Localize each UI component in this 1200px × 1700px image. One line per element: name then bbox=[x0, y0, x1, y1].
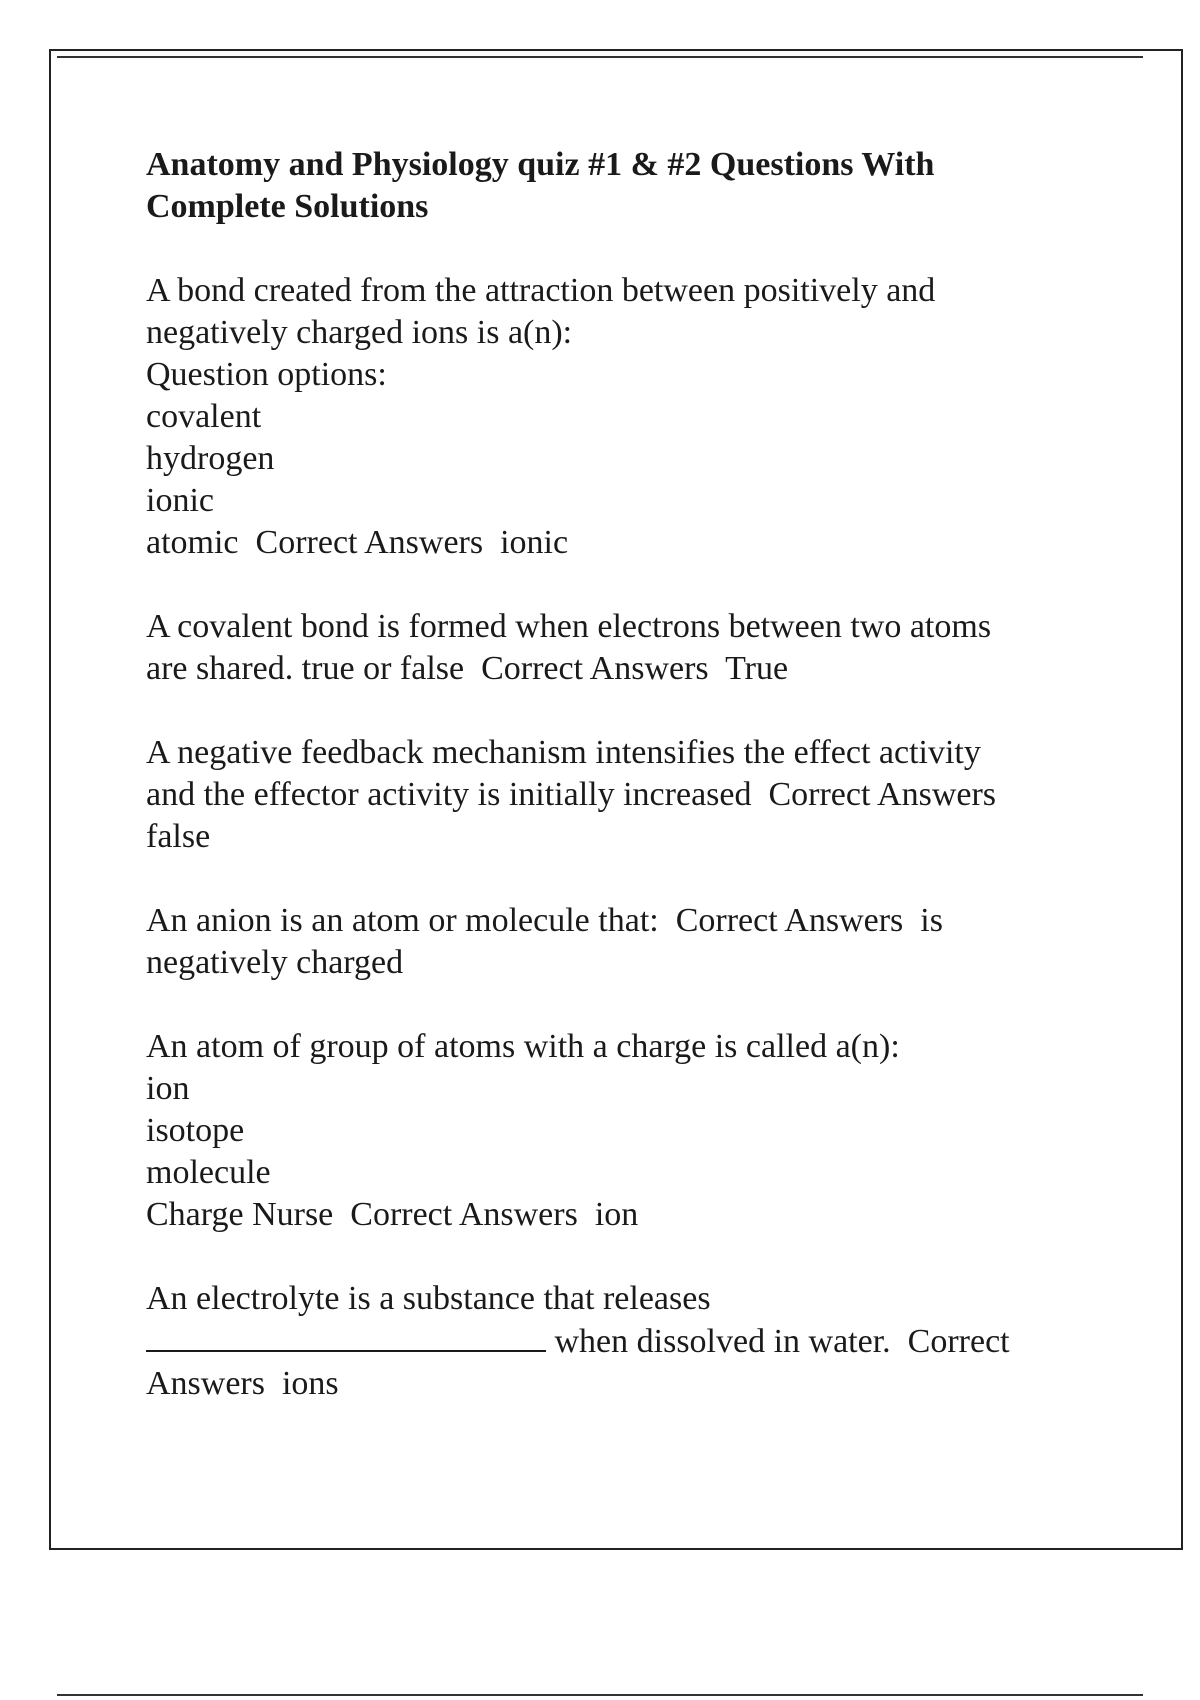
answer-label: Correct Answers bbox=[768, 776, 997, 813]
question-3-text-line-2: and the effector activity is initially increased bbox=[146, 776, 752, 813]
question-1-option-2: hydrogen bbox=[146, 440, 275, 477]
question-2-text-line-2-row bbox=[146, 648, 1086, 690]
document-title: Anatomy and Physiology quiz #1 & #2 Questions With Complete Solutions bbox=[146, 146, 935, 225]
question-6-text-line-2-row bbox=[146, 1320, 1086, 1363]
question-4-text-line-1-row bbox=[146, 900, 1086, 942]
question-5-text-line-1: An atom of group of atoms with a charge is called a(n): bbox=[146, 1028, 900, 1065]
question-5 bbox=[146, 1026, 1086, 1236]
question-5-option-4: Charge Nurse bbox=[146, 1196, 334, 1233]
bottom-rule bbox=[57, 1694, 1143, 1696]
answer-label-part-1: Correct bbox=[907, 1323, 1010, 1360]
answer-label: Correct Answers bbox=[350, 1196, 578, 1233]
question-5-answer: ion bbox=[594, 1196, 639, 1233]
question-2-text-line-1: A covalent bond is formed when electrons between two atoms bbox=[146, 608, 992, 645]
question-1-option-4-line bbox=[146, 522, 1086, 564]
question-1-option-4: atomic bbox=[146, 524, 239, 561]
answer-label: Correct Answers bbox=[675, 902, 904, 939]
question-5-option-1: ion bbox=[146, 1070, 190, 1107]
answer-label-part-2: Answers bbox=[146, 1365, 265, 1402]
question-3-text-line-1: A negative feedback mechanism intensifies the effect activity bbox=[146, 734, 981, 771]
top-rule bbox=[57, 56, 1143, 58]
question-6-answer: ions bbox=[281, 1365, 339, 1402]
fill-in-blank bbox=[146, 1320, 546, 1352]
question-4-text-line-1: An anion is an atom or molecule that: bbox=[146, 902, 659, 939]
question-1-option-3: ionic bbox=[146, 482, 214, 519]
question-1-options-header: Question options: bbox=[146, 356, 387, 393]
question-3 bbox=[146, 732, 1086, 858]
question-2-answer: True bbox=[725, 650, 789, 687]
question-6-answer-row bbox=[146, 1363, 1086, 1405]
question-1-text-line-1: A bond created from the attraction between positively and bbox=[146, 272, 936, 309]
question-2 bbox=[146, 606, 1086, 690]
question-4-answer-end: negatively charged bbox=[146, 944, 404, 981]
question-1-option-1: covalent bbox=[146, 398, 262, 435]
answer-label: Correct Answers bbox=[481, 650, 709, 687]
answer-label: Correct Answers bbox=[255, 524, 484, 561]
question-4-answer-start: is bbox=[920, 902, 943, 939]
question-1-text-line-2: negatively charged ions is a(n): bbox=[146, 314, 573, 351]
question-6-text-line-2: when dissolved in water. bbox=[554, 1323, 891, 1360]
question-6-text-line-1: An electrolyte is a substance that releases bbox=[146, 1280, 711, 1317]
document-body bbox=[146, 144, 1086, 1447]
question-2-text-line-2: are shared. true or false bbox=[146, 650, 465, 687]
question-1-answer: ionic bbox=[500, 524, 569, 561]
question-3-answer: false bbox=[146, 818, 211, 855]
question-5-option-3: molecule bbox=[146, 1154, 271, 1191]
question-3-text-line-2-row bbox=[146, 774, 1086, 816]
question-5-option-4-row bbox=[146, 1194, 1086, 1236]
question-4 bbox=[146, 900, 1086, 984]
question-1 bbox=[146, 270, 1086, 564]
question-5-option-2: isotope bbox=[146, 1112, 245, 1149]
question-6 bbox=[146, 1278, 1086, 1405]
